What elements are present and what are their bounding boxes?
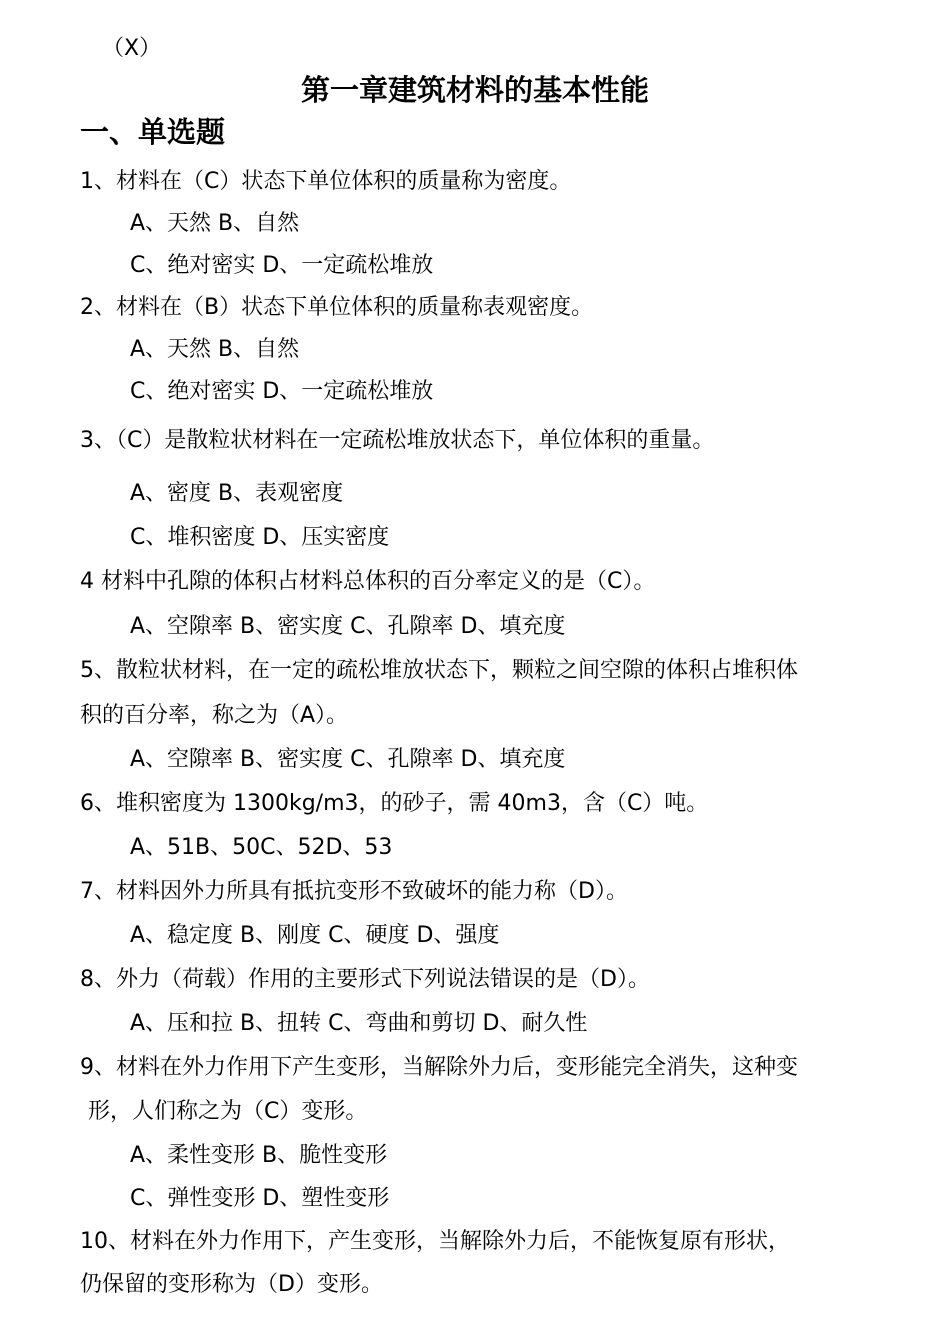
question-5-stem: 5、散粒状材料，在一定的疏松堆放状态下，颗粒之间空隙的体积占堆积体 <box>80 658 798 683</box>
question-9-option-line-1: A、柔性变形 B、脆性变形 <box>130 1143 388 1168</box>
question-4-option-line-1: A、空隙率 B、密实度 C、孔隙率 D、填充度 <box>130 614 566 639</box>
chapter-title: 第一章建筑材料的基本性能 <box>300 73 649 107</box>
question-9-stem-continued: 形，人们称之为（C）变形。 <box>88 1099 368 1124</box>
question-2-option-line-2: C、绝对密实 D、一定疏松堆放 <box>130 379 434 404</box>
question-3-stem: 3、（C）是散粒状材料在一定疏松堆放状态下，单位体积的重量。 <box>80 428 715 453</box>
question-1-option-line-2: C、绝对密实 D、一定疏松堆放 <box>130 253 434 278</box>
question-1-option-line-1: A、天然 B、自然 <box>130 211 300 236</box>
question-7-stem: 7、材料因外力所具有抵抗变形不致破坏的能力称（D）。 <box>80 879 628 904</box>
question-3-option-line-1: A、密度 B、表观密度 <box>130 481 344 506</box>
question-10-stem-continued: 仍保留的变形称为（D）变形。 <box>80 1272 383 1297</box>
question-4-stem: 4 材料中孔隙的体积占材料总体积的百分率定义的是（C）。 <box>80 569 656 594</box>
question-5-stem-continued: 积的百分率，称之为（A）。 <box>80 703 349 728</box>
answer-marker: （X） <box>102 36 162 61</box>
question-8-option-line-1: A、压和拉 B、扭转 C、弯曲和剪切 D、耐久性 <box>130 1011 588 1036</box>
question-9-stem: 9、材料在外力作用下产生变形，当解除外力后，变形能完全消失，这种变 <box>80 1055 798 1080</box>
question-6-option-line-1: A、51B、50C、52D、53 <box>130 835 393 860</box>
question-2-option-line-1: A、天然 B、自然 <box>130 337 300 362</box>
question-10-stem: 10、材料在外力作用下，产生变形，当解除外力后，不能恢复原有形状， <box>80 1229 790 1254</box>
question-8-stem: 8、外力（荷载）作用的主要形式下列说法错误的是（D）。 <box>80 967 650 992</box>
question-7-option-line-1: A、稳定度 B、刚度 C、硬度 D、强度 <box>130 923 500 948</box>
question-5-option-line-1: A、空隙率 B、密实度 C、孔隙率 D、填充度 <box>130 747 566 772</box>
question-2-stem: 2、材料在（B）状态下单位体积的质量称表观密度。 <box>80 295 594 320</box>
question-6-stem: 6、堆积密度为 1300kg/m3，的砂子，需 40m3，含（C）吨。 <box>80 791 709 816</box>
section-title: 一、单选题 <box>80 115 226 149</box>
question-3-option-line-2: C、堆积密度 D、压实密度 <box>130 525 390 550</box>
question-9-option-line-2: C、弹性变形 D、塑性变形 <box>130 1186 390 1211</box>
question-1-stem: 1、材料在（C）状态下单位体积的质量称为密度。 <box>80 169 572 194</box>
